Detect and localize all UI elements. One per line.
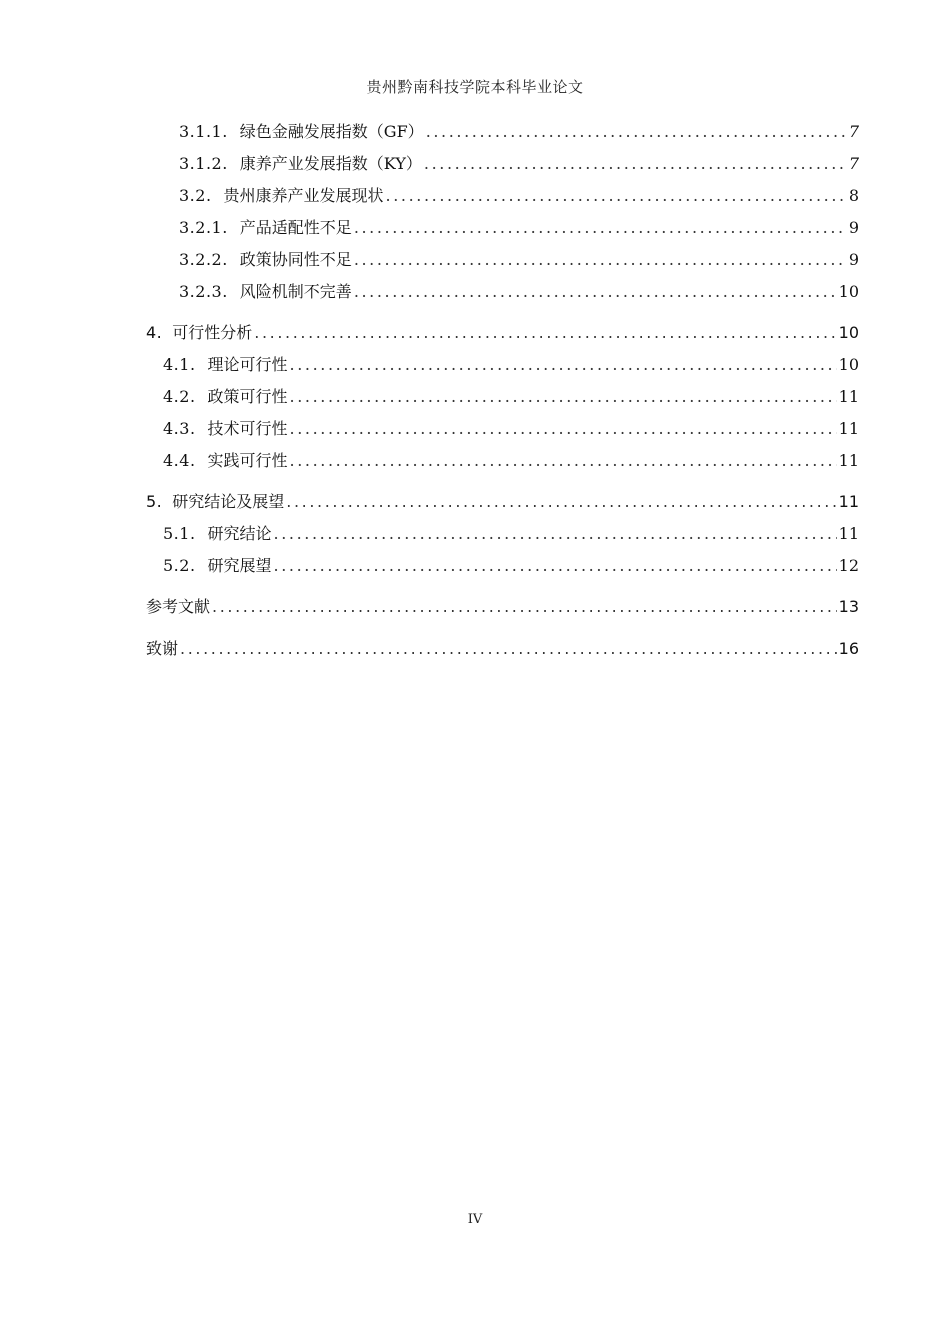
toc-dot-leader — [290, 385, 837, 409]
toc-entry-page: 11 — [838, 524, 859, 543]
toc-entry-number: 4.3. — [163, 419, 196, 438]
toc-entry-3-2-2[interactable] — [179, 248, 859, 272]
toc-entry-title: 政策可行性 — [207, 387, 288, 406]
toc-entry-5[interactable] — [146, 490, 859, 514]
toc-dot-leader — [274, 554, 837, 578]
toc-entry-4[interactable] — [146, 321, 859, 345]
toc-entry-title: 研究结论及展望 — [172, 492, 285, 511]
toc-entry-3-1-1[interactable] — [179, 120, 859, 144]
toc-entry-references[interactable] — [146, 595, 859, 619]
toc-entry-title: 技术可行性 — [207, 419, 288, 438]
toc-entry-number: 3.2.3. — [179, 282, 228, 301]
toc-entry-title: 理论可行性 — [207, 355, 288, 374]
toc-entry-page: 11 — [838, 419, 859, 438]
toc-entry-number: 4.2. — [163, 387, 196, 406]
toc-entry-5-1[interactable] — [163, 522, 859, 546]
toc-dot-leader — [386, 184, 847, 208]
toc-entry-title: 绿色金融发展指数（GF） — [239, 122, 424, 141]
toc-entry-number: 5.2. — [163, 556, 196, 575]
toc-dot-leader — [254, 321, 836, 345]
toc-dot-leader — [426, 120, 847, 144]
toc-dot-leader — [424, 152, 847, 176]
toc-entry-number: 4.1. — [163, 355, 196, 374]
toc-entry-title: 产品适配性不足 — [239, 218, 352, 237]
toc-entry-title: 风险机制不完善 — [239, 282, 352, 301]
toc-dot-leader — [180, 637, 837, 661]
toc-entry-page: 8 — [848, 186, 859, 205]
toc-dot-leader — [212, 595, 837, 619]
toc-entry-4-4[interactable] — [163, 449, 859, 473]
toc-entry-page: 10 — [838, 323, 859, 342]
toc-entry-page: 7 — [848, 154, 859, 173]
toc-entry-number: 3.2. — [179, 186, 212, 205]
toc-entry-acknowledgements[interactable] — [146, 637, 859, 661]
toc-dot-leader — [354, 216, 847, 240]
toc-entry-title: 实践可行性 — [207, 451, 288, 470]
toc-entry-number: 3.1.2. — [179, 154, 228, 173]
toc-entry-number: 4. — [146, 323, 163, 342]
toc-entry-number: 4.4. — [163, 451, 196, 470]
toc-dot-leader — [290, 353, 837, 377]
toc-dot-leader — [290, 417, 837, 441]
toc-entry-title: 政策协同性不足 — [239, 250, 352, 269]
page-number: IV — [467, 1212, 483, 1227]
toc-entry-3-1-2[interactable] — [179, 152, 859, 176]
toc-entry-page: 12 — [838, 556, 859, 575]
toc-entry-title: 参考文献 — [146, 597, 211, 616]
toc-dot-leader — [354, 280, 837, 304]
toc-dot-leader — [274, 522, 837, 546]
toc-entry-number: 3.2.1. — [179, 218, 228, 237]
toc-entry-3-2[interactable] — [179, 184, 859, 208]
toc-entry-page: 10 — [838, 282, 859, 301]
toc-entry-title: 可行性分析 — [172, 323, 253, 342]
toc-entry-number: 3.2.2. — [179, 250, 228, 269]
toc-entry-title: 致谢 — [146, 639, 179, 658]
toc-entry-page: 7 — [848, 122, 859, 141]
toc-entry-5-2[interactable] — [163, 554, 859, 578]
toc-entry-page: 9 — [848, 218, 859, 237]
toc-entry-title: 研究结论 — [207, 524, 272, 543]
toc-dot-leader — [286, 490, 836, 514]
toc-entry-title: 研究展望 — [207, 556, 272, 575]
toc-entry-page: 11 — [838, 451, 859, 470]
toc-entry-number: 5.1. — [163, 524, 196, 543]
toc-entry-page: 9 — [848, 250, 859, 269]
toc-entry-number: 3.1.1. — [179, 122, 228, 141]
toc-entry-4-2[interactable] — [163, 385, 859, 409]
toc-entry-3-2-3[interactable] — [179, 280, 859, 304]
toc-dot-leader — [290, 449, 837, 473]
toc-entry-page: 11 — [838, 387, 859, 406]
toc-entry-3-2-1[interactable] — [179, 216, 859, 240]
toc-entry-page: 11 — [838, 492, 859, 511]
toc-entry-page: 16 — [838, 639, 859, 658]
toc-entry-title: 康养产业发展指数（KY） — [239, 154, 422, 173]
toc-entry-4-3[interactable] — [163, 417, 859, 441]
page-header: 贵州黔南科技学院本科毕业论文 — [366, 78, 584, 96]
toc-entry-page: 10 — [838, 355, 859, 374]
toc-entry-page: 13 — [838, 597, 859, 616]
toc-dot-leader — [354, 248, 847, 272]
toc-entry-number: 5. — [146, 492, 163, 511]
toc-entry-title: 贵州康养产业发展现状 — [223, 186, 384, 205]
toc-entry-4-1[interactable] — [163, 353, 859, 377]
